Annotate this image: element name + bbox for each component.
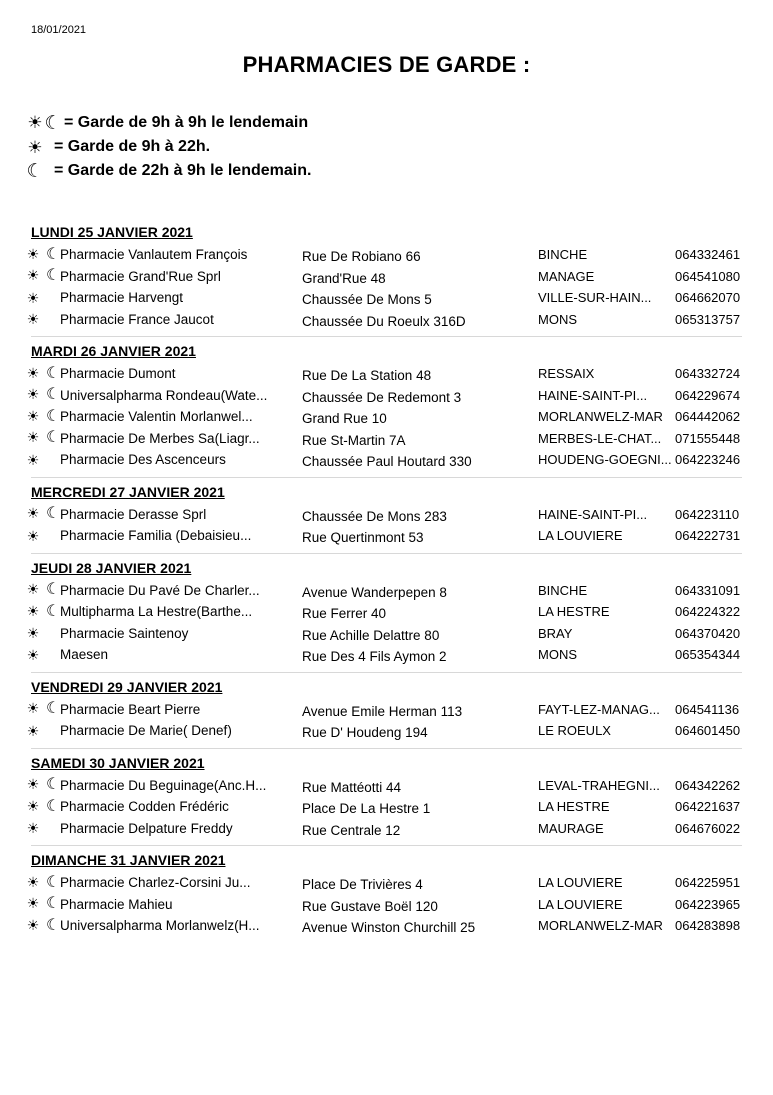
sun-icon: ☀ xyxy=(26,267,40,284)
sun-icon: ☀ xyxy=(26,429,40,446)
pharmacy-phone: 064331091 xyxy=(675,582,741,598)
pharmacy-row xyxy=(0,894,773,916)
pharmacy-city: HAINE-SAINT-PI... xyxy=(538,387,648,403)
duty-icons xyxy=(0,701,60,717)
pharmacy-row xyxy=(0,601,773,623)
pharmacy-name: Universalpharma Morlanwelz(H... xyxy=(60,918,260,934)
duty-icons xyxy=(0,896,60,912)
pharmacy-address: Rue Quertinmont 53 xyxy=(302,530,424,546)
sun-icon: ☀ xyxy=(26,386,40,403)
pharmacy-row xyxy=(0,775,773,797)
moon-icon: ☾ xyxy=(46,797,61,815)
pharmacy-phone: 064601450 xyxy=(675,723,741,739)
page-title: PHARMACIES DE GARDE : xyxy=(242,52,531,77)
pharmacy-phone: 065313757 xyxy=(675,311,741,327)
pharmacy-row xyxy=(0,363,773,385)
sun-icon: ☀ xyxy=(26,311,40,328)
duty-icons xyxy=(0,291,60,305)
pharmacy-name: Pharmacie Du Pavé De Charler... xyxy=(60,582,260,598)
legend-text: = Garde de 9h à 9h le lendemain xyxy=(64,114,309,131)
moon-icon: ☾ xyxy=(46,429,61,447)
sun-icon: ☀ xyxy=(26,407,40,424)
pharmacy-address: Place De La Hestre 1 xyxy=(302,801,431,817)
pharmacy-name: Pharmacie Beart Pierre xyxy=(60,701,201,717)
pharmacy-name: Pharmacie Saintenoy xyxy=(60,625,189,641)
pharmacy-city: LA LOUVIERE xyxy=(538,896,623,912)
pharmacy-row xyxy=(0,915,773,937)
duty-icons xyxy=(0,821,60,835)
sun-icon: ☀ xyxy=(26,646,40,663)
pharmacy-name: Maesen xyxy=(60,647,109,663)
legend-item xyxy=(26,135,311,159)
sun-icon: ☀ xyxy=(26,602,40,619)
pharmacy-address: Chaussée De Redemont 3 xyxy=(302,389,462,405)
moon-icon: ☾ xyxy=(46,776,61,794)
pharmacy-city: BRAY xyxy=(538,625,573,641)
day-section xyxy=(0,845,773,937)
moon-icon: ☾ xyxy=(44,112,62,134)
pharmacy-row xyxy=(0,796,773,818)
pharmacy-name: Pharmacie Mahieu xyxy=(60,896,173,912)
day-section xyxy=(0,748,773,840)
pharmacy-row xyxy=(0,449,773,471)
sun-icon: ☀ xyxy=(26,289,40,306)
pharmacy-address: Place De Trivières 4 xyxy=(302,877,423,893)
day-section xyxy=(0,477,773,547)
pharmacy-address: Rue Des 4 Fils Aymon 2 xyxy=(302,649,447,665)
pharmacy-address: Chaussée De Mons 283 xyxy=(302,508,447,524)
pharmacy-address: Rue Ferrer 40 xyxy=(302,606,387,622)
pharmacy-city: BINCHE xyxy=(538,247,588,263)
duty-icons xyxy=(0,582,60,598)
duty-icons xyxy=(0,268,60,284)
pharmacy-name: Pharmacie Vanlautem François xyxy=(60,247,248,263)
moon-icon: ☾ xyxy=(46,245,61,263)
pharmacy-row xyxy=(0,644,773,666)
pharmacy-phone: 064223965 xyxy=(675,896,741,912)
moon-icon: ☾ xyxy=(46,267,61,285)
pharmacy-phone: 064332724 xyxy=(675,366,741,382)
pharmacy-phone: 064224322 xyxy=(675,604,741,620)
day-section xyxy=(0,218,773,330)
pharmacy-row xyxy=(0,623,773,645)
duty-icons xyxy=(0,366,60,382)
day-heading: LUNDI 25 JANVIER 2021 xyxy=(31,224,193,240)
pharmacy-address: Chaussée De Mons 5 xyxy=(302,292,432,308)
pharmacy-phone: 064223110 xyxy=(675,506,740,522)
duty-icons xyxy=(0,875,60,891)
pharmacy-row xyxy=(0,385,773,407)
pharmacy-city: LA HESTRE xyxy=(538,799,610,815)
sun-icon: ☀ xyxy=(27,112,43,132)
sun-icon: ☀ xyxy=(26,797,40,814)
pharmacy-name: Pharmacie Familia (Debaisieu... xyxy=(60,528,252,544)
pharmacy-phone: 064370420 xyxy=(675,625,741,641)
pharmacy-city: LA HESTRE xyxy=(538,604,610,620)
moon-icon: ☾ xyxy=(46,895,61,913)
pharmacy-city: LEVAL-TRAHEGNI... xyxy=(538,777,660,793)
day-section xyxy=(0,336,773,471)
pharmacy-name: Pharmacie Charlez-Corsini Ju... xyxy=(60,875,251,891)
pharmacy-name: Pharmacie Valentin Morlanwel... xyxy=(60,409,253,425)
legend-text: = Garde de 9h à 22h. xyxy=(54,138,211,155)
sun-icon: ☀ xyxy=(27,137,43,157)
pharmacy-address: Avenue Emile Herman 113 xyxy=(302,703,463,719)
sun-icon: ☀ xyxy=(26,700,40,717)
pharmacy-address: Avenue Winston Churchill 25 xyxy=(302,920,476,936)
pharmacy-city: HAINE-SAINT-PI... xyxy=(538,506,648,522)
pharmacy-phone: 064283898 xyxy=(675,918,741,934)
pharmacy-address: Rue Mattéotti 44 xyxy=(302,779,402,795)
pharmacy-phone: 064676022 xyxy=(675,820,741,836)
pharmacy-address: Rue D' Houdeng 194 xyxy=(302,725,428,741)
pharmacy-name: Pharmacie France Jaucot xyxy=(60,311,214,327)
moon-icon: ☾ xyxy=(46,505,61,523)
pharmacy-city: RESSAIX xyxy=(538,366,595,382)
pharmacy-address: Chaussée Paul Houtard 330 xyxy=(302,454,472,470)
pharmacy-address: Grand'Rue 48 xyxy=(302,270,386,286)
duty-icons xyxy=(0,799,60,815)
duty-icons xyxy=(0,604,60,620)
duty-icons xyxy=(0,247,60,263)
pharmacy-phone: 064223246 xyxy=(675,452,741,468)
moon-icon: ☾ xyxy=(46,700,61,718)
pharmacy-address: Rue Gustave Boël 120 xyxy=(302,898,438,914)
pharmacy-name: Pharmacie Harvengt xyxy=(60,290,184,306)
pharmacy-phone: 064541080 xyxy=(675,268,741,284)
pharmacy-city: HOUDENG-GOEGNI... xyxy=(538,452,672,468)
pharmacy-row xyxy=(0,309,773,331)
duty-icons xyxy=(0,724,60,738)
pharmacy-city: MANAGE xyxy=(538,268,595,284)
duty-icons xyxy=(0,387,60,403)
sun-icon: ☀ xyxy=(26,916,40,933)
pharmacy-phone: 064225951 xyxy=(675,875,741,891)
duty-icons xyxy=(0,626,60,640)
day-heading: MERCREDI 27 JANVIER 2021 xyxy=(31,477,742,504)
legend-icons xyxy=(26,139,54,156)
sun-icon: ☀ xyxy=(26,873,40,890)
pharmacy-row xyxy=(0,818,773,840)
pharmacy-name: Pharmacie Derasse Sprl xyxy=(60,506,207,522)
day-section xyxy=(0,672,773,742)
pharmacy-name: Pharmacie Codden Frédéric xyxy=(60,799,229,815)
pharmacy-row xyxy=(0,428,773,450)
moon-icon: ☾ xyxy=(46,407,61,425)
pharmacy-name: Pharmacie Des Ascenceurs xyxy=(60,452,226,468)
day-section xyxy=(0,553,773,666)
moon-icon: ☾ xyxy=(46,581,61,599)
pharmacy-phone: 065354344 xyxy=(675,647,741,663)
pharmacy-row xyxy=(0,699,773,721)
duty-icons xyxy=(0,430,60,446)
pharmacy-phone: 064332461 xyxy=(675,247,741,263)
pharmacy-address: Rue Achille Delattre 80 xyxy=(302,627,440,643)
pharmacy-name: Pharmacie Grand'Rue Sprl xyxy=(60,268,221,284)
sun-icon: ☀ xyxy=(26,895,40,912)
sun-icon: ☀ xyxy=(26,625,40,642)
pharmacy-city: FAYT-LEZ-MANAG... xyxy=(538,701,660,717)
sun-icon: ☀ xyxy=(26,820,40,837)
duty-icons xyxy=(0,453,60,467)
legend-item xyxy=(26,159,311,183)
print-date: 18/01/2021 xyxy=(31,24,87,36)
pharmacy-row xyxy=(0,504,773,526)
pharmacy-phone: 064442062 xyxy=(675,409,741,425)
day-heading: MARDI 26 JANVIER 2021 xyxy=(31,336,742,363)
legend xyxy=(26,111,311,183)
legend-icons xyxy=(26,114,64,133)
pharmacy-row xyxy=(0,525,773,547)
moon-icon: ☾ xyxy=(46,364,61,382)
legend-text: = Garde de 22h à 9h le lendemain. xyxy=(54,162,312,179)
pharmacy-row xyxy=(0,406,773,428)
pharmacy-city: LA LOUVIERE xyxy=(538,875,623,891)
sun-icon: ☀ xyxy=(26,776,40,793)
pharmacy-name: Universalpharma Rondeau(Wate... xyxy=(60,387,268,403)
pharmacy-city: MERBES-LE-CHAT... xyxy=(538,430,662,446)
duty-icons xyxy=(0,409,60,425)
pharmacy-name: Pharmacie De Merbes Sa(Liagr... xyxy=(60,430,260,446)
pharmacy-address: Rue De La Station 48 xyxy=(302,368,432,384)
sun-icon: ☀ xyxy=(26,527,40,544)
pharmacy-city: LE ROEULX xyxy=(538,723,611,739)
pharmacy-address: Avenue Wanderpepen 8 xyxy=(302,584,447,600)
moon-icon: ☾ xyxy=(46,873,61,891)
pharmacy-phone: 064541136 xyxy=(675,701,740,717)
pharmacy-city: MAURAGE xyxy=(538,820,604,836)
pharmacy-phone: 071555448 xyxy=(675,430,741,446)
legend-item xyxy=(26,111,311,135)
sun-icon: ☀ xyxy=(26,245,40,262)
moon-icon: ☾ xyxy=(46,916,61,934)
sun-icon: ☀ xyxy=(26,722,40,739)
duty-icons xyxy=(0,648,60,662)
pharmacy-city: MONS xyxy=(538,647,577,663)
pharmacy-name: Pharmacie Du Beguinage(Anc.H... xyxy=(60,777,267,793)
duty-icons xyxy=(0,529,60,543)
pharmacy-phone: 064342262 xyxy=(675,777,741,793)
pharmacy-row xyxy=(0,287,773,309)
day-heading: VENDREDI 29 JANVIER 2021 xyxy=(31,672,742,699)
pharmacy-row xyxy=(0,720,773,742)
pharmacy-row xyxy=(0,872,773,894)
pharmacy-city: MORLANWELZ-MAR xyxy=(538,918,663,934)
duty-icons xyxy=(0,918,60,934)
duty-icons xyxy=(0,312,60,326)
sun-icon: ☀ xyxy=(26,581,40,598)
pharmacy-city: LA LOUVIERE xyxy=(538,528,623,544)
legend-icons xyxy=(26,162,54,181)
pharmacy-name: Multipharma La Hestre(Barthe... xyxy=(60,604,253,620)
duty-icons xyxy=(0,777,60,793)
pharmacy-phone: 064222731 xyxy=(675,528,741,544)
pharmacy-address: Chaussée Du Roeulx 316D xyxy=(302,313,466,329)
moon-icon: ☾ xyxy=(26,160,44,182)
sun-icon: ☀ xyxy=(26,451,40,468)
pharmacy-phone: 064229674 xyxy=(675,387,741,403)
day-heading: SAMEDI 30 JANVIER 2021 xyxy=(31,748,742,775)
pharmacy-address: Rue Centrale 12 xyxy=(302,822,401,838)
pharmacy-name: Pharmacie Delpature Freddy xyxy=(60,820,233,836)
duty-icons xyxy=(0,506,60,522)
pharmacy-city: BINCHE xyxy=(538,582,588,598)
pharmacy-city: MONS xyxy=(538,311,577,327)
pharmacy-name: Pharmacie De Marie( Denef) xyxy=(60,723,232,739)
day-heading: DIMANCHE 31 JANVIER 2021 xyxy=(31,845,742,872)
moon-icon: ☾ xyxy=(46,386,61,404)
pharmacy-phone: 064221637 xyxy=(675,799,741,815)
pharmacy-address: Rue St-Martin 7A xyxy=(302,432,406,448)
day-heading: JEUDI 28 JANVIER 2021 xyxy=(31,553,742,580)
pharmacy-address: Rue De Robiano 66 xyxy=(302,249,421,265)
schedule xyxy=(0,218,773,943)
pharmacy-row xyxy=(0,580,773,602)
pharmacy-row xyxy=(0,266,773,288)
pharmacy-name: Pharmacie Dumont xyxy=(60,366,176,382)
moon-icon: ☾ xyxy=(46,602,61,620)
pharmacy-city: MORLANWELZ-MAR xyxy=(538,409,663,425)
pharmacy-city: VILLE-SUR-HAIN... xyxy=(538,290,652,306)
sun-icon: ☀ xyxy=(26,505,40,522)
sun-icon: ☀ xyxy=(26,364,40,381)
pharmacy-row xyxy=(0,244,773,266)
pharmacy-address: Grand Rue 10 xyxy=(302,411,387,427)
pharmacy-phone: 064662070 xyxy=(675,290,741,306)
